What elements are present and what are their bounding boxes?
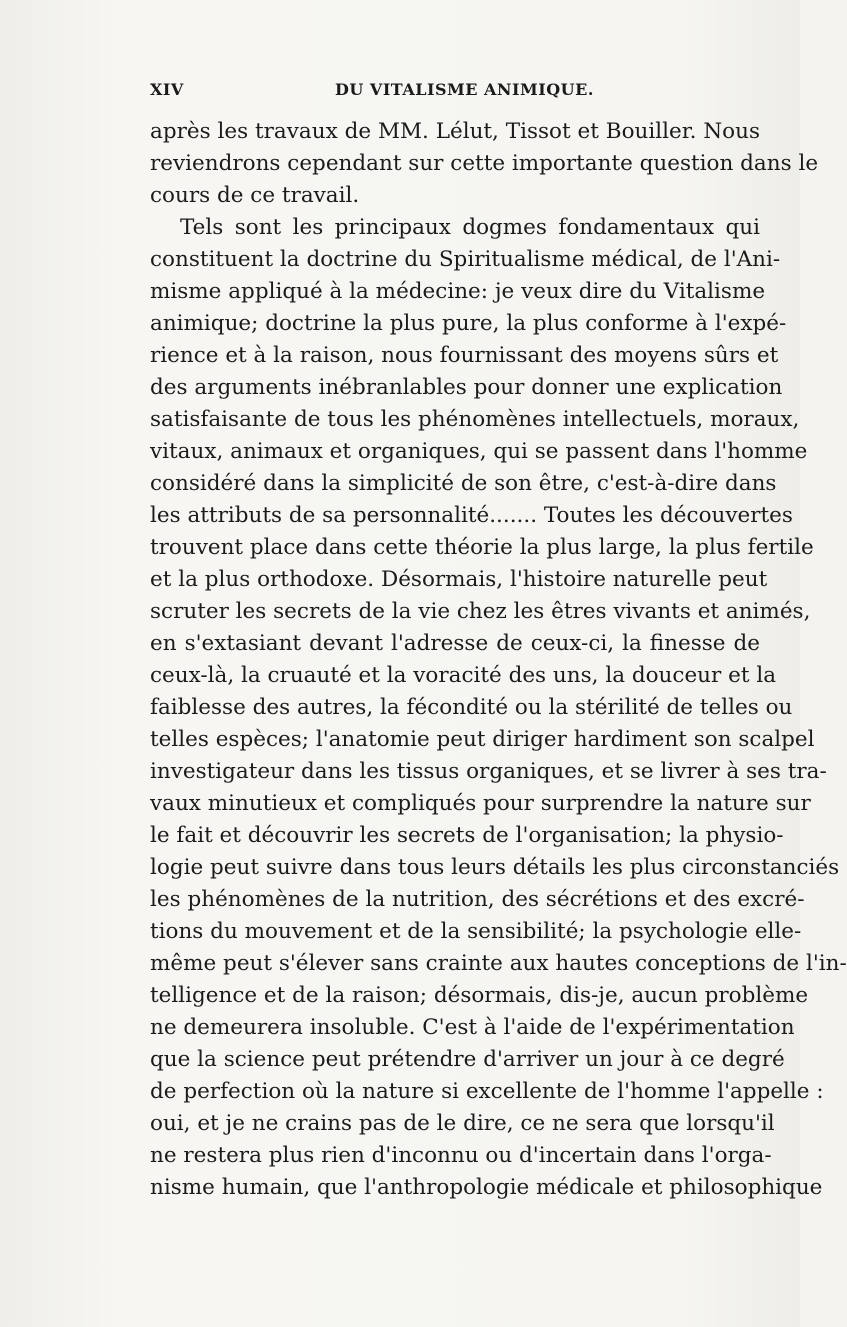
text-line: satisfaisante de tous les phénomènes intellectuels, moraux, <box>150 407 800 432</box>
text-line: misme appliqué à la médecine: je veux dire du Vitalisme <box>150 279 766 304</box>
text-line: considéré dans la simplicité de son être, c'est-à-dire dans <box>150 471 777 496</box>
text-line: ceux-là, la cruauté et la voracité des uns, la douceur et la <box>150 663 777 688</box>
text-line: tions du mouvement et de la sensibilité; la psychologie elle- <box>150 919 802 944</box>
running-title: DU VITALISME ANIMIQUE. <box>335 80 594 99</box>
text-line: même peut s'élever sans crainte aux hautes conceptions de l'in- <box>150 951 847 976</box>
text-line: telles espèces; l'anatomie peut diriger hardiment son scalpel <box>150 727 815 752</box>
text-line: et la plus orthodoxe. Désormais, l'histoire naturelle peut <box>150 567 768 592</box>
text-line: nisme humain, que l'anthropologie médicale et philosophique <box>150 1175 823 1200</box>
text-line: reviendrons cependant sur cette importante question dans le <box>150 151 819 176</box>
text-line: Tels sont les principaux dogmes fondamentaux qui <box>180 215 760 240</box>
text-line: que la science peut prétendre d'arriver un jour à ce degré <box>150 1047 785 1072</box>
text-line: des arguments inébranlables pour donner une explication <box>150 375 783 400</box>
text-line: rience et à la raison, nous fournissant des moyens sûrs et <box>150 343 779 368</box>
text-line: oui, et je ne crains pas de le dire, ce ne sera que lorsqu'il <box>150 1111 775 1136</box>
text-line: les phénomènes de la nutrition, des sécrétions et des excré- <box>150 887 805 912</box>
text-line: animique; doctrine la plus pure, la plus conforme à l'expé- <box>150 311 787 336</box>
text-line: telligence et de la raison; désormais, dis-je, aucun problème <box>150 983 809 1008</box>
page-number: XIV <box>150 80 184 99</box>
text-line: constituent la doctrine du Spiritualisme médical, de l'Ani- <box>150 247 781 272</box>
text-line: après les travaux de MM. Lélut, Tissot et Bouiller. Nous <box>150 119 760 144</box>
text-line: vaux minutieux et compliqués pour surprendre la nature sur <box>150 791 811 816</box>
text-line: ne restera plus rien d'inconnu ou d'incertain dans l'orga- <box>150 1143 772 1168</box>
text-line: trouvent place dans cette théorie la plus large, la plus fertile <box>150 535 814 560</box>
text-line: cours de ce travail. <box>150 183 360 208</box>
body-text <box>150 116 847 1204</box>
text-line: scruter les secrets de la vie chez les êtres vivants et animés, <box>150 599 811 624</box>
text-line: vitaux, animaux et organiques, qui se passent dans l'homme <box>150 439 808 464</box>
text-line: en s'extasiant devant l'adresse de ceux-ci, la finesse de <box>150 631 760 656</box>
text-line: faiblesse des autres, la fécondité ou la stérilité de telles ou <box>150 695 793 720</box>
running-header <box>150 80 760 106</box>
text-line: les attributs de sa personnalité....... Toutes les découvertes <box>150 503 793 528</box>
text-line: de perfection où la nature si excellente de l'homme l'appelle : <box>150 1079 824 1104</box>
text-line: logie peut suivre dans tous leurs détails les plus circonstanciés <box>150 855 840 880</box>
text-line: ne demeurera insoluble. C'est à l'aide de l'expérimentation <box>150 1015 795 1040</box>
text-line: investigateur dans les tissus organiques, et se livrer à ses tra- <box>150 759 827 784</box>
text-line: le fait et découvrir les secrets de l'organisation; la physio- <box>150 823 784 848</box>
